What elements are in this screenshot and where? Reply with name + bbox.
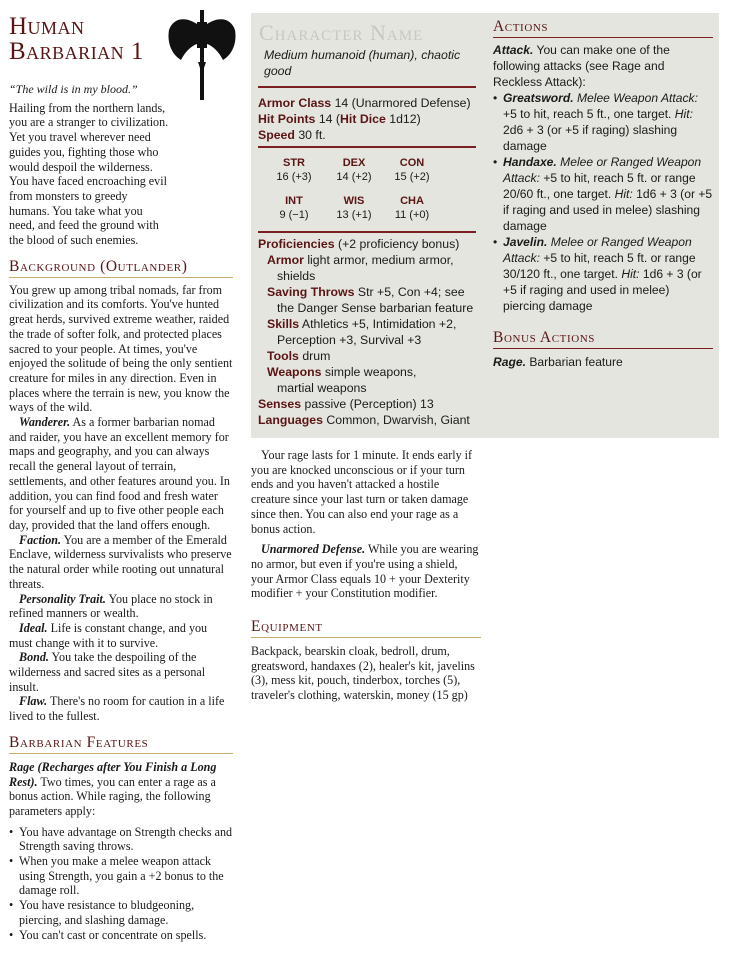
flaw-text: There's no room for caution in a life lived to the fullest. — [9, 694, 225, 724]
hd-value: 1d12 — [389, 112, 417, 126]
wanderer-label: Wanderer. — [19, 415, 71, 430]
personality-label: Personality Trait. — [19, 591, 106, 606]
ability-value: 15 (+2) — [394, 171, 430, 183]
weapons-label: Weapons — [267, 365, 322, 379]
skills-label: Skills — [267, 317, 300, 331]
hit-label: Hit: — [674, 107, 693, 121]
divider — [258, 146, 476, 148]
armor-label: Armor — [267, 253, 304, 267]
prof-label: Proficiencies — [258, 237, 335, 251]
attack-name: Javelin. — [503, 235, 548, 249]
intro-text: Hailing from the northern lands, you are a stranger to civilization. Yet you travel wherever need guides you, fighting those who would despoil the wilderness. You have faced encroaching evil from monsters to greedy humans. You take what you need, and feed the ground with the blood of such enemies. — [9, 100, 169, 248]
personality-paragraph — [9, 592, 233, 621]
rage-label: Rage (Recharges after You Finish a Long Rest). — [9, 759, 217, 789]
saves-value: Str +5, Con +4; see the Danger Sense barbarian feature — [277, 285, 474, 315]
tools-label: Tools — [267, 349, 299, 363]
list-item: • When you make a melee weapon attack using Strength, you gain a +2 bonus to the damage roll. — [9, 854, 233, 898]
page-title-line2: Barbarian 1 — [9, 38, 144, 65]
ability-cha — [387, 194, 437, 222]
left-column — [9, 0, 233, 942]
ability-value: 13 (+1) — [336, 209, 372, 221]
wanderer-paragraph — [9, 415, 233, 533]
flaw-label: Flaw. — [19, 694, 48, 709]
ideal-label: Ideal. — [19, 620, 48, 635]
ability-name: STR — [283, 157, 305, 169]
rage-text: Two times, you can enter a rage as a bonus action. While raging, the following parameters apply: — [9, 774, 216, 818]
equipment-text: Backpack, bearskin cloak, bedroll, drum, greatsword, handaxes (2), healer's kit, javelins (3), mess kit, pouch, tinderbox, torches (5), traveler's clothing, waterskin, money (15 gp) — [251, 644, 475, 703]
languages-label: Languages — [258, 413, 323, 427]
ability-value: 11 (+0) — [394, 209, 430, 221]
ability-con — [387, 156, 437, 184]
rage-paragraph — [9, 760, 233, 819]
attack-kind: Melee Weapon Attack: — [576, 91, 698, 105]
bonus-rage-label: Rage. — [493, 355, 526, 369]
bonus-rage — [493, 354, 713, 370]
hit-text: 2d6 + 3 (or +5 if raging) slashing damage — [503, 123, 678, 153]
hd-label: Hit Dice — [340, 112, 386, 126]
faction-paragraph — [9, 533, 233, 592]
ability-int — [269, 194, 319, 222]
rage-end-text: Your rage lasts for 1 minute. It ends early if you are knocked unconscious or if your turn ends and you haven't attacked a hostile creature since your last turn or taken damage since then. You can also end your rage as a bonus action. — [251, 448, 473, 536]
saves-label: Saving Throws — [267, 285, 355, 299]
actions-heading: Actions — [493, 17, 713, 38]
attack-greatsword: • Greatsword. Melee Weapon Attack: +5 to hit, reach 5 ft., one target. Hit: 2d6 + 3 (or +5 if raging) slashing damage — [493, 91, 698, 153]
ability-name: INT — [285, 195, 303, 207]
tagline: “The wild is in my blood.” — [9, 82, 138, 96]
armor-value: light armor, medium armor, shields — [277, 253, 454, 283]
bonus-actions-heading: Bonus Actions — [493, 328, 713, 349]
ability-value: 16 (+3) — [276, 171, 312, 183]
attack-name: Handaxe. — [503, 155, 557, 169]
divider — [258, 86, 476, 88]
attack-label: Attack. — [493, 43, 534, 57]
features-heading: Barbarian Features — [9, 733, 233, 754]
ideal-paragraph — [9, 621, 233, 650]
background-text: You grew up among tribal nomads, far from civilization and its comforts. You've hunted great herds, survived extreme weather, raided the trade of softer folk, and protected places sacred to your people. At times, you've enjoyed the solitude of being the only sentient creature for miles in any direction. Even in places where the terrain is new, you know the ways of the wild. — [9, 282, 233, 415]
attack-handaxe: • Handaxe. Melee or Ranged Weapon Attack: +5 to hit, reach 5 ft. or range 20/60 ft., one target. Hit: 1d6 + 3 (or +5 if raging and used in melee) slashing damage — [493, 155, 713, 233]
hp-label: Hit Points — [258, 112, 316, 126]
hit-text: 1d6 + 3 (or +5 if raging and used in melee) slashing damage — [503, 187, 713, 233]
ability-wis — [329, 194, 379, 222]
bond-paragraph — [9, 650, 233, 694]
senses-value: passive (Perception) 13 — [304, 397, 434, 411]
unarmored-text: While you are wearing no armor, but even if you're using a shield, your Armor Class equals 10 + your Dexterity modifier + your Constitution modifier. — [251, 542, 479, 601]
ideal-text: Life is constant change, and you must change with it to survive. — [9, 620, 208, 650]
attack-javelin: • Javelin. Melee or Ranged Weapon Attack: +5 to hit, reach 5 ft. or range 30/120 ft., one target. Hit: 1d6 + 3 (or +5 if raging and used in melee) piercing damage — [493, 235, 702, 313]
ability-name: DEX — [342, 157, 366, 169]
title-block — [9, 14, 233, 76]
speed-label: Speed — [258, 128, 295, 142]
rage-continued — [251, 448, 481, 703]
unarmored-label: Unarmored Defense. — [261, 542, 366, 557]
character-name-field[interactable]: Character Name — [259, 20, 424, 45]
double-axe-icon — [167, 10, 237, 102]
ac-value: 14 (Unarmored Defense) — [334, 96, 471, 110]
attack-line: +5 to hit, reach 5 ft., one target. — [503, 107, 672, 121]
attack-line: +5 to hit, reach 5 ft. or range 20/60 ft., one target. — [503, 171, 696, 201]
hp-value: 14 — [318, 112, 333, 126]
ability-dex — [329, 156, 379, 184]
wanderer-text: As a former barbarian nomad and raider, you have an excellent memory for maps and geography, and you can always recall the general layout of terrain, settlements, and other features around you. In addition, you can find food and fresh water for yourself and up to five other people each day, provided that the land offers enough. — [9, 415, 230, 532]
ability-str — [269, 156, 319, 184]
list-item: • You have resistance to bludgeoning, piercing, and slashing damage. — [9, 898, 233, 927]
bond-text: You take the despoiling of the wilderness and sacred sites as a personal insult. — [9, 650, 206, 694]
attack-text: You can make one of the following attacks (see Rage and Reckless Attack): — [493, 43, 670, 89]
creature-type: Medium humanoid (human), chaotic good — [264, 48, 461, 78]
flaw-paragraph — [9, 694, 233, 723]
attack-name: Greatsword. — [503, 91, 574, 105]
list-item: • You can't cast or concentrate on spells. — [9, 928, 233, 943]
hit-text: 1d6 + 3 (or +5 if raging and used in melee) piercing damage — [503, 267, 702, 313]
hit-label: Hit: — [614, 187, 633, 201]
ability-value: 14 (+2) — [336, 171, 372, 183]
ac-label: Armor Class — [258, 96, 332, 110]
attack-kind: Melee or Ranged Weapon Attack: — [503, 235, 692, 265]
equipment-heading: Equipment — [251, 617, 481, 638]
prof-value: (+2 proficiency bonus) — [337, 237, 460, 251]
divider — [258, 231, 476, 233]
ability-name: WIS — [343, 195, 365, 207]
tools-value: drum — [302, 349, 331, 363]
skills-value: Athletics +5, Intimidation +2, Perception +3, Survival +3 — [277, 317, 457, 347]
ability-value: 9 (−1) — [279, 209, 309, 221]
list-item: • You have advantage on Strength checks and Strength saving throws. — [9, 825, 233, 854]
weapons-value: simple weapons, martial weapons — [277, 365, 417, 395]
bonus-rage-text: Barbarian feature — [529, 355, 623, 369]
unarmored-paragraph — [251, 542, 481, 601]
personality-text: You place no stock in refined manners or wealth. — [9, 591, 213, 621]
faction-label: Faction. — [19, 532, 61, 547]
bond-label: Bond. — [19, 650, 49, 665]
actions-block — [493, 42, 713, 314]
speed-value: 30 ft. — [298, 128, 326, 142]
ability-name: CON — [399, 157, 425, 169]
core-stats: Armor Class 14 (Unarmored Defense) Hit Points 14 (Hit Dice 1d12) Speed 30 ft. — [258, 96, 471, 142]
hit-label: Hit: — [621, 267, 640, 281]
right-column — [493, 0, 713, 370]
faction-text: You are a member of the Emerald Enclave, wilderness survivalists who preserve the natural order while rooting out unnatural threats. — [9, 532, 232, 591]
background-heading: Background (Outlander) — [9, 257, 233, 278]
ability-name: CHA — [400, 195, 424, 207]
proficiencies-block — [258, 236, 483, 428]
languages-value: Common, Dwarvish, Giant — [326, 413, 470, 427]
attack-kind: Melee or Ranged Weapon Attack: — [503, 155, 702, 185]
rage-bullets — [9, 825, 233, 943]
page-title-line1: Human — [9, 13, 85, 40]
senses-label: Senses — [258, 397, 302, 411]
attack-line: +5 to hit, reach 5 ft. or range 30/120 ft., one target. — [503, 251, 696, 281]
